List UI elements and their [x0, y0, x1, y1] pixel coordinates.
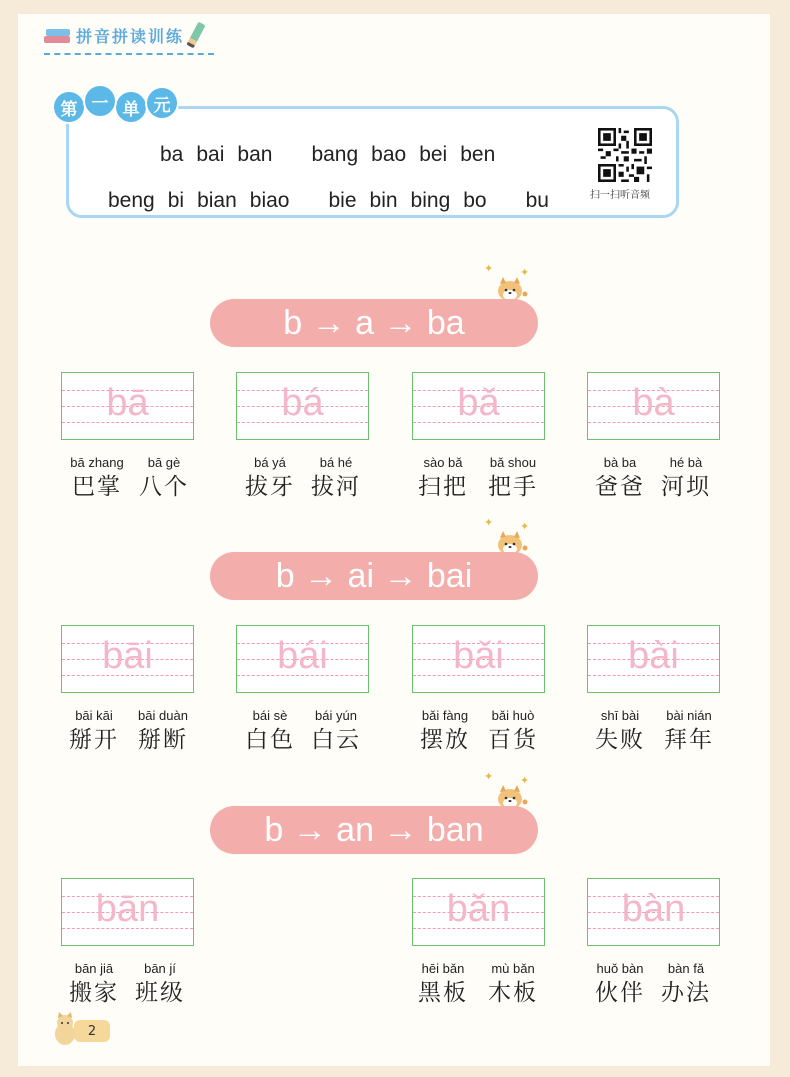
- word-pinyin: bǎ shou: [489, 455, 537, 470]
- unit-badge-char: 第: [52, 90, 86, 124]
- word-pinyin: mù bǎn: [491, 961, 535, 976]
- word-hanzi: 搬家: [69, 980, 119, 1006]
- word-pinyin: bài nián: [666, 708, 712, 723]
- syllable: beng: [108, 189, 155, 212]
- word-pinyin: bān jí: [144, 961, 176, 976]
- word-hanzi: 白色: [245, 727, 295, 753]
- sparkle-icon: ✦: [484, 770, 494, 783]
- word-hanzi: 拜年: [664, 727, 714, 753]
- unit-badge-char: 单: [114, 90, 148, 124]
- word-hanzi: 百货: [488, 727, 538, 753]
- unit-badge-char: 一: [83, 84, 117, 118]
- word-pinyin: sào bǎ: [423, 455, 463, 470]
- tone-pinyin: bǎi: [453, 635, 504, 677]
- word-hanzi: 班级: [135, 980, 185, 1006]
- word-pinyin: bà ba: [603, 455, 637, 470]
- syllable-row-2: [108, 189, 562, 213]
- section-banner: b → an → ban: [210, 806, 538, 854]
- word-hanzi: 巴掌: [72, 474, 122, 500]
- syllable: bian: [197, 189, 237, 212]
- page-number: 2: [74, 1020, 110, 1042]
- tone-pinyin: bāi: [102, 635, 153, 677]
- syllable: ba: [160, 143, 184, 166]
- word-hanzi: 拔牙: [245, 474, 295, 500]
- writing-box: [412, 878, 545, 946]
- word-hanzi: 拔河: [311, 474, 361, 500]
- word-hanzi: 扫把: [418, 474, 468, 500]
- syllable: ban: [237, 143, 273, 166]
- writing-box: [587, 878, 720, 946]
- syllable: bin: [369, 189, 398, 212]
- tone-pinyin: bàn: [621, 888, 686, 930]
- syllable: bing: [410, 189, 451, 212]
- word-hanzi: 八个: [139, 474, 189, 500]
- word-pinyin: hé bà: [669, 455, 703, 470]
- word-hanzi: 掰断: [138, 727, 188, 753]
- syllable: bu: [525, 189, 549, 212]
- writing-box: [61, 372, 194, 440]
- unit-badge-char: 元: [145, 86, 179, 120]
- tone-pinyin: bá: [281, 382, 324, 424]
- sparkle-icon: ✦: [520, 774, 530, 787]
- writing-box: [587, 625, 720, 693]
- syllable: bai: [196, 143, 225, 166]
- qr-label: 扫一扫听音频: [590, 190, 650, 201]
- writing-box: [236, 372, 369, 440]
- syllable: ben: [460, 143, 496, 166]
- word-hanzi: 失败: [595, 727, 645, 753]
- cat-icon: [52, 1012, 78, 1046]
- word-hanzi: 伙伴: [595, 980, 645, 1006]
- sparkle-icon: ✦: [484, 516, 494, 529]
- books-icon: [44, 25, 72, 45]
- word-pinyin: bá hé: [319, 455, 353, 470]
- word-pinyin: bā gè: [147, 455, 181, 470]
- word-hanzi: 黑板: [418, 980, 468, 1006]
- word-pinyin: shī bài: [600, 708, 640, 723]
- word-pinyin: bāi kāi: [75, 708, 113, 723]
- syllable: bi: [167, 189, 185, 212]
- tone-pinyin: bā: [106, 382, 149, 424]
- sparkle-icon: ✦: [520, 266, 530, 279]
- word-pinyin: bā zhang: [70, 455, 124, 470]
- word-pinyin: hēi bǎn: [421, 961, 465, 976]
- writing-box: [61, 878, 194, 946]
- word-pinyin: bàn fǎ: [667, 961, 705, 976]
- section-banner: b → ai → bai: [210, 552, 538, 600]
- syllable: biao: [249, 189, 290, 212]
- writing-box: [412, 372, 545, 440]
- tone-pinyin: bái: [277, 635, 328, 677]
- page-footer: [48, 1012, 108, 1048]
- syllable: bao: [371, 143, 407, 166]
- word-pinyin: bān jiā: [74, 961, 114, 976]
- header: [44, 20, 200, 50]
- syllable: bang: [311, 143, 359, 166]
- syllable: bo: [463, 189, 487, 212]
- word-hanzi: 把手: [488, 474, 538, 500]
- writing-box: [61, 625, 194, 693]
- word-hanzi: 木板: [488, 980, 538, 1006]
- word-pinyin: bái yún: [315, 708, 357, 723]
- word-pinyin: bǎi huò: [491, 708, 535, 723]
- header-title: 拼音拼读训练: [76, 26, 185, 46]
- section-banner: b → a → ba: [210, 299, 538, 347]
- word-hanzi: 摆放: [420, 727, 470, 753]
- word-pinyin: bǎi fàng: [421, 708, 469, 723]
- word-hanzi: 爸爸: [595, 474, 645, 500]
- writing-box: [412, 625, 545, 693]
- syllable-row-1: [160, 143, 508, 167]
- word-pinyin: bái sè: [252, 708, 288, 723]
- sparkle-icon: ✦: [484, 262, 494, 275]
- word-hanzi: 白云: [311, 727, 361, 753]
- word-pinyin: bāi duàn: [138, 708, 188, 723]
- word-pinyin: huǒ bàn: [596, 961, 644, 976]
- tone-pinyin: bǎ: [457, 382, 500, 424]
- unit-badge: [52, 90, 176, 124]
- tone-pinyin: bān: [95, 888, 160, 930]
- tone-pinyin: bǎn: [446, 888, 511, 930]
- sparkle-icon: ✦: [520, 520, 530, 533]
- tone-pinyin: bà: [632, 382, 675, 424]
- word-hanzi: 办法: [661, 980, 711, 1006]
- writing-box: [587, 372, 720, 440]
- qr-code-icon[interactable]: [598, 128, 652, 182]
- word-pinyin: bá yá: [254, 455, 286, 470]
- word-hanzi: 河坝: [661, 474, 711, 500]
- header-divider: [44, 53, 214, 55]
- tone-pinyin: bài: [628, 635, 679, 677]
- syllable: bei: [419, 143, 448, 166]
- word-hanzi: 掰开: [69, 727, 119, 753]
- syllable: bie: [328, 189, 357, 212]
- writing-box: [236, 625, 369, 693]
